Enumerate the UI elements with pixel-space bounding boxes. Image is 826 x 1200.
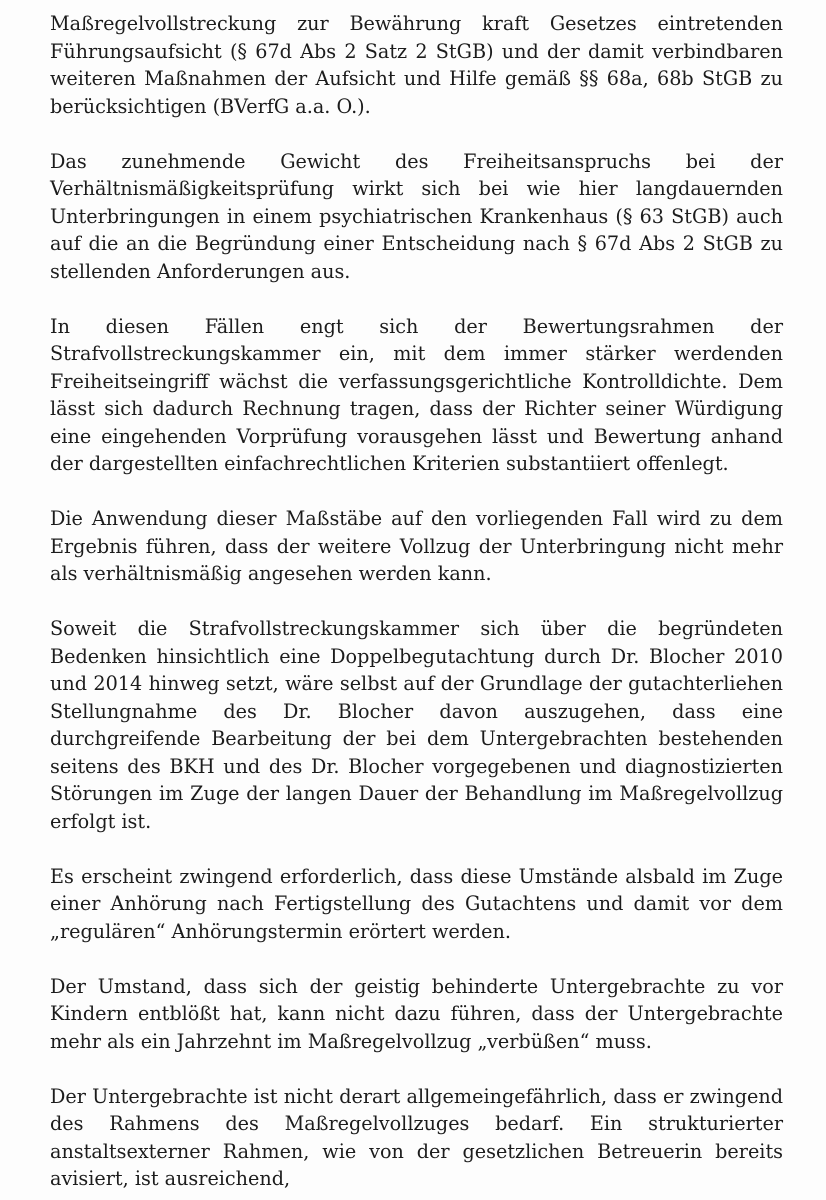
paragraph-8: Der Untergebrachte ist nicht derart allgemeingefährlich, dass er zwingend des Rahmens des Maßregelvollzuges bedarf. Ein strukturierter anstaltsexterner Rahmen, wie von der gesetzlichen Betreuerin bereits avisiert, ist ausreichend, bbox=[50, 1084, 783, 1190]
paragraph-1: Maßregelvollstreckung zur Bewährung kraft Gesetzes eintretenden Führungsaufsicht (§ 67d Abs 2 Satz 2 StGB) und der damit verbindbaren weiteren Maßnahmen der Aufsicht und Hilfe gemäß §§ 68a, 68b StGB zu berücksichtigen (BVerfG a.a. O.). bbox=[50, 12, 783, 118]
paragraph-7: Der Umstand, dass sich der geistig behinderte Untergebrachte zu vor Kindern entblößt hat, kann nicht dazu führen, dass der Untergebrachte mehr als ein Jahrzehnt im Maßregelvollzug „verbüßen“ muss. bbox=[50, 974, 783, 1053]
paragraph-5: Soweit die Strafvollstreckungskammer sich über die begründeten Bedenken hinsichtlich eine Doppelbegutachtung durch Dr. Blocher 2010 und 2014 hinweg setzt, wäre selbst auf der Grundlage der gutachterliehen Stellungnahme des Dr. Blocher davon auszugehen, dass eine durchgreifende Bearbeitung der bei dem Untergebrachten bestehenden seitens des BKH und des Dr. Blocher vorgegebenen und diagnostizierten Störungen im Zuge der langen Dauer der Behandlung im Maßregelvollzug erfolgt ist. bbox=[50, 617, 783, 833]
paragraph-4: Die Anwendung dieser Maßstäbe auf den vorliegenden Fall wird zu dem Ergebnis führen, dass der weitere Vollzug der Unterbringung nicht mehr als verhältnismäßig angesehen werden kann. bbox=[50, 507, 783, 585]
document-body bbox=[50, 10, 783, 1193]
paragraph-6: Es erscheint zwingend erforderlich, dass diese Umstände alsbald im Zuge einer Anhörung nach Fertigstellung des Gutachtens und damit vor dem „regulären“ Anhörungstermin erörtert werden. bbox=[50, 864, 783, 943]
paragraph-3: In diesen Fällen engt sich der Bewertungsrahmen der Strafvollstreckungskammer ein, mit dem immer stärker werdenden Freiheitseingriff wächst die verfassungsgerichtliche Kontrolldichte. Dem lässt sich dadurch Rechnung tragen, dass der Richter seiner Würdigung eine eingehenden Vorprüfung vorausgehen lässt und Bewertung anhand der dargestellten einfachrechtlichen Kriterien substantiiert offenlegt. bbox=[50, 314, 783, 475]
paragraph-2: Das zunehmende Gewicht des Freiheitsanspruchs bei der Verhältnismäßigkeitsprüfung wirkt sich bei wie hier langdauernden Unterbringungen in einem psychiatrischen Krankenhaus (§ 63 StGB) auch auf die an die Begründung einer Entscheidung nach § 67d Abs 2 StGB zu stellenden Anforderungen aus. bbox=[50, 149, 783, 283]
